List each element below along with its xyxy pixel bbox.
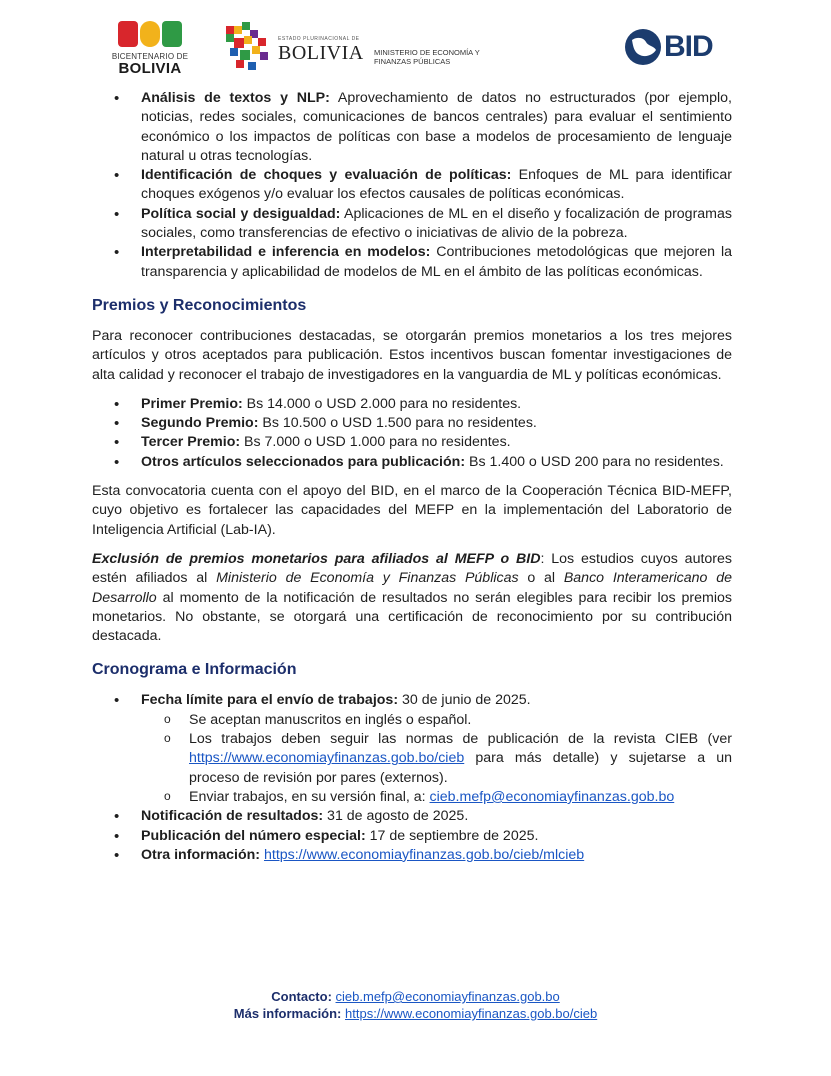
estado-small-text: ESTADO PLURINACIONAL DE — [278, 36, 360, 42]
list-item: • Identificación de choques y evaluación de políticas: Enfoques de ML para identificar choques exógenos y/o evaluar los efectos causales de políticas económicas. — [92, 166, 732, 205]
bid-globe-icon — [624, 28, 662, 66]
sub-list-item: o Los trabajos deben seguir las normas de publicación de la revista CIEB (ver https://www.economiayfinanzas.gob.bo/cieb para más detalle) y sujetarse a un proceso de revisión por pares (externos). — [92, 730, 732, 788]
bid-wordmark: BID — [664, 30, 713, 63]
premios-intro: Para reconocer contribuciones destacadas, se otorgarán premios monetarios a los tres mejores artículos y otros aceptados para publicación. Estos incentivos buscan fomentar investigaciones de alta calidad y reconocer el trabajo de investigadores en la vanguardia de ML y políticas económicas. — [92, 327, 732, 383]
exclusion-paragraph: Exclusión de premios monetarios para afiliados al MEFP o BID: Los estudios cuyos autores estén afiliados al Ministerio de Economía y Finanzas Públicas o al Banco Interamericano de Desarrollo al momento de la notificación de resultados no serán elegibles para recibir los premios monetarios. No obstante, se otorgará una certificación de reconocimiento por su contribución destacada. — [92, 550, 732, 645]
list-item: • Política social y desigualdad: Aplicaciones de ML en el diseño y focalización de programas sociales, como transferencias de efectivo o iniciativas de alivio de la pobreza. — [92, 205, 732, 244]
more-info-link[interactable]: https://www.economiayfinanzas.gob.bo/cieb/mlcieb — [263, 846, 585, 863]
list-item: • Notificación de resultados: 31 de agosto de 2025. — [92, 807, 732, 826]
document-body — [92, 89, 732, 865]
topics-list — [92, 89, 732, 282]
premios-heading: Premios y Reconocimientos — [92, 296, 307, 314]
bicentenario-emblem-icon — [104, 18, 196, 50]
wiphala-emblem-icon — [222, 20, 274, 74]
page-footer — [0, 988, 831, 1022]
list-item: • Análisis de textos y NLP: Aprovechamiento de datos no estructurados (por ejemplo, noticias, redes sociales, comunicaciones de bancos centrales) para evaluar el sentimiento económico o los impactos de políticas con base a modelos de procesamiento de lenguaje natural u otras tecnologías. — [92, 89, 732, 166]
estado-bolivia-text: BOLIVIA — [278, 42, 364, 64]
bicentenario-main: BOLIVIA — [118, 60, 182, 77]
contact-label: Contacto: — [271, 989, 332, 1004]
prizes-list — [92, 395, 732, 472]
bid-logo — [624, 28, 734, 68]
info-link[interactable]: https://www.economiayfinanzas.gob.bo/cieb — [345, 1006, 598, 1021]
sub-list-item: o Se aceptan manuscritos en inglés o español. — [92, 711, 732, 730]
list-item: • Fecha límite para el envío de trabajos: 30 de junio de 2025. — [92, 691, 732, 710]
cronograma-heading: Cronograma e Información — [92, 661, 297, 679]
list-item: • Segundo Premio: Bs 10.500 o USD 1.500 para no residentes. — [92, 414, 732, 433]
list-item: • Interpretabilidad e inferencia en modelos: Contribuciones metodológicas que mejoren la transparencia y aplicabilidad de modelos de ML en el ámbito de las políticas económicas. — [92, 243, 732, 282]
bicentenario-logo — [104, 18, 196, 76]
info-line — [0, 1005, 831, 1022]
page-header — [0, 14, 831, 82]
estado-logo — [222, 20, 482, 76]
support-paragraph: Esta convocatoria cuenta con el apoyo del BID, en el marco de la Cooperación Técnica BID-MEFP, cuyo objetivo es fortalecer las capacidades del MEFP en la implementación del Laboratorio de Inteligencia Artificial (Lab-IA). — [92, 483, 732, 538]
bicentenario-sub: BICENTENARIO DE — [111, 52, 189, 61]
list-item: • Tercer Premio: Bs 7.000 o USD 1.000 para no residentes. — [92, 433, 732, 452]
contact-email-link[interactable]: cieb.mefp@economiayfinanzas.gob.bo — [335, 989, 560, 1004]
cieb-norms-link[interactable]: https://www.economiayfinanzas.gob.bo/cieb — [189, 750, 465, 767]
list-item: • Otra información: https://www.economiayfinanzas.gob.bo/cieb/mlcieb — [92, 846, 732, 865]
schedule-list — [92, 691, 732, 865]
info-label: Más información: — [233, 1006, 342, 1021]
list-item: • Primer Premio: Bs 14.000 o USD 2.000 para no residentes. — [92, 395, 732, 414]
list-item: • Otros artículos seleccionados para publicación: Bs 1.400 o USD 200 para no residentes. — [92, 453, 732, 472]
ministry-name: MINISTERIO DE ECONOMÍA Y FINANZAS PÚBLICAS — [374, 48, 480, 66]
list-item: • Publicación del número especial: 17 de septiembre de 2025. — [92, 827, 732, 846]
contact-line — [0, 988, 831, 1005]
submission-email-link[interactable]: cieb.mefp@economiayfinanzas.gob.bo — [429, 788, 675, 805]
sub-list-item: o Enviar trabajos, en su versión final, a: cieb.mefp@economiayfinanzas.gob.bo — [92, 788, 732, 807]
